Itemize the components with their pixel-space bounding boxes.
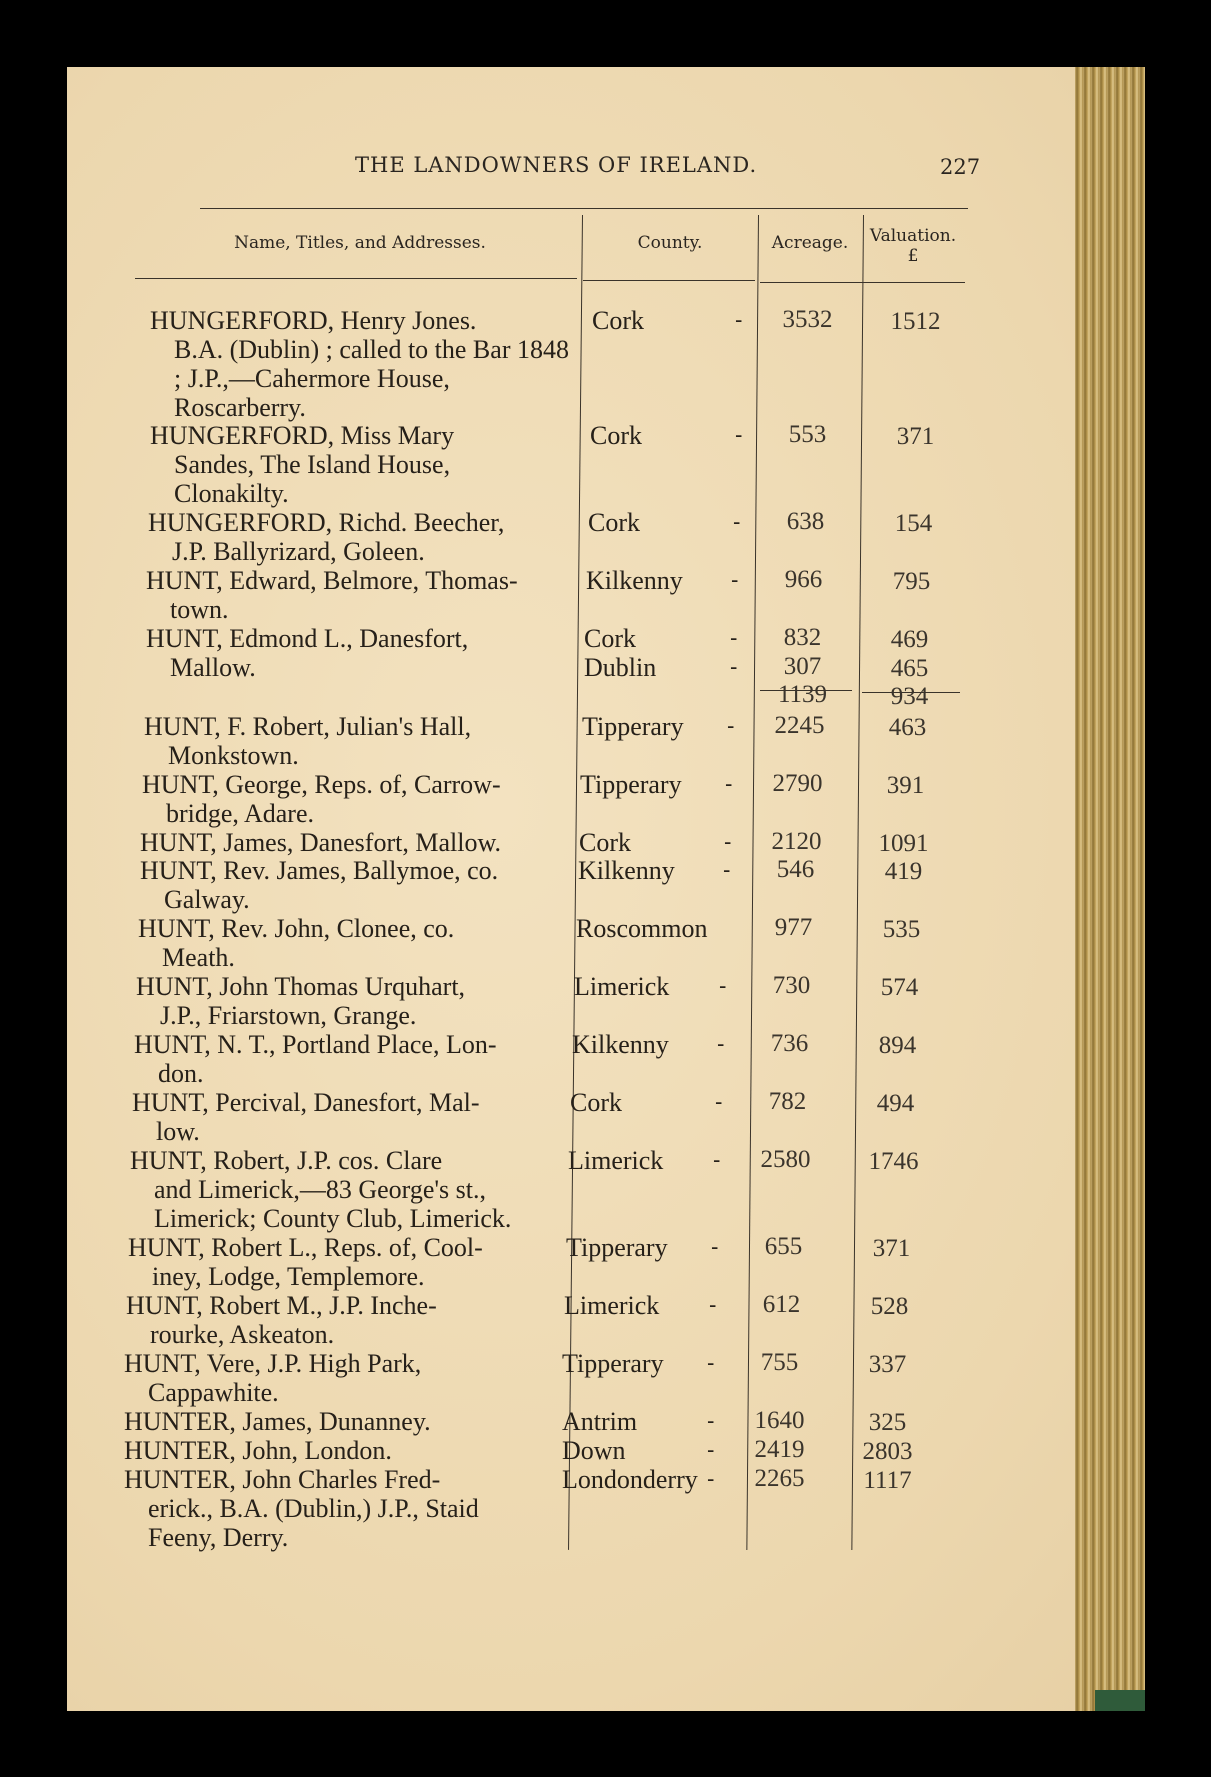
- leader-dash: -: [707, 1351, 715, 1376]
- valuation-value: 371: [896, 423, 935, 450]
- county-cell: Down: [562, 1436, 626, 1465]
- valuation-value: 1117: [863, 1467, 912, 1494]
- landowner-entry: [124, 1407, 544, 1436]
- acreage-value: 730: [772, 972, 811, 999]
- leader-dash: -: [707, 1409, 715, 1434]
- landowner-entry: [140, 828, 560, 857]
- valuation-value: 469: [890, 626, 929, 653]
- valuation-value: 795: [892, 568, 931, 595]
- county-cell: Cork: [579, 828, 631, 857]
- acreage-value: 782: [768, 1088, 807, 1115]
- acreage-value: 966: [784, 566, 823, 593]
- valuation-value: 419: [884, 858, 923, 885]
- valuation-value: 371: [872, 1235, 911, 1262]
- landowner-address: Mallow.: [170, 653, 256, 682]
- county-cell: Tipperary: [580, 770, 682, 799]
- landowner-address: and Limerick,—83 George's st., Limerick; County Club, Limerick.: [154, 1175, 512, 1233]
- acreage-value: 307: [783, 653, 822, 680]
- landowner-entry: [126, 1291, 546, 1349]
- landowner-address: bridge, Adare.: [166, 799, 315, 828]
- landowner-entry: [138, 914, 558, 972]
- leader-dash: -: [730, 626, 738, 651]
- landowner-address: erick., B.A. (Dublin,) J.P., Staid Feeny, Derry.: [148, 1494, 479, 1552]
- landowner-entry: [124, 1465, 544, 1552]
- valuation-value: 574: [880, 974, 919, 1001]
- landowner-name: HUNT, Rev. James, Ballymoe, co.: [140, 856, 499, 885]
- leader-dash: -: [713, 1148, 721, 1173]
- landowner-entry: [132, 1088, 552, 1146]
- leader-dash: -: [715, 1090, 723, 1115]
- acreage-value: 638: [786, 508, 825, 535]
- leader-dash: -: [723, 858, 731, 883]
- acreage-value: 553: [788, 421, 827, 448]
- leader-dash: -: [730, 655, 738, 680]
- landowner-entry: [144, 712, 564, 770]
- county-cell: Kilkenny: [578, 856, 675, 885]
- landowner-address: J.P., Friarstown, Grange.: [160, 1001, 417, 1030]
- acreage-value: 546: [776, 856, 815, 883]
- county-cell: Kilkenny: [572, 1030, 669, 1059]
- column-header-valuation: Valuation.: [869, 226, 957, 246]
- county-cell: Tipperary: [566, 1233, 668, 1262]
- valuation-value: 154: [894, 510, 933, 537]
- landowner-name: HUNGERFORD, Henry Jones.: [150, 306, 477, 335]
- county-cell: Cork: [592, 306, 644, 335]
- landowner-name: HUNT, James, Danesfort, Mallow.: [140, 828, 502, 857]
- landowner-name: HUNGERFORD, Miss Mary: [150, 421, 455, 450]
- leader-dash: -: [709, 1293, 717, 1318]
- column-header-acreage: Acreage.: [771, 233, 849, 253]
- valuation-value: 1091: [878, 830, 929, 857]
- landowner-name: HUNT, Robert, J.P. cos. Clare: [130, 1146, 443, 1175]
- acreage-value: 612: [762, 1291, 801, 1318]
- landowner-entry: [124, 1436, 544, 1465]
- valuation-value: 528: [870, 1293, 909, 1320]
- acreage-total: 1139: [777, 681, 828, 708]
- county-cell: Dublin: [584, 653, 657, 682]
- county-cell: Limerick: [574, 972, 670, 1001]
- acreage-value: 832: [783, 624, 822, 651]
- landowner-name: HUNT, F. Robert, Julian's Hall,: [144, 712, 472, 741]
- valuation-value: 894: [878, 1032, 917, 1059]
- landowner-address: Monkstown.: [168, 741, 299, 770]
- landowner-entry: [150, 306, 570, 422]
- acreage-value: 1640: [754, 1407, 805, 1434]
- acreage-value: 2120: [771, 828, 822, 855]
- page-edges: [1075, 67, 1145, 1711]
- acreage-value: 2265: [754, 1465, 805, 1492]
- acreage-value: 2245: [774, 712, 825, 739]
- acreage-value: 2419: [754, 1436, 805, 1463]
- valuation-value: 463: [888, 714, 927, 741]
- acreage-value: 2580: [760, 1146, 811, 1173]
- valuation-value: 325: [868, 1409, 907, 1436]
- leader-dash: -: [724, 830, 732, 855]
- landowner-entry: [134, 1030, 554, 1088]
- landowner-name: HUNT, Percival, Danesfort, Mal-: [132, 1088, 480, 1117]
- valuation-value: 2803: [862, 1438, 913, 1465]
- county-cell: Cork: [588, 508, 640, 537]
- landowner-address: Cappawhite.: [148, 1378, 279, 1407]
- county-cell: Cork: [584, 624, 636, 653]
- leader-dash: -: [735, 423, 743, 448]
- header-rule-top: [200, 208, 968, 209]
- landowner-entry: [148, 508, 568, 566]
- county-cell: Cork: [570, 1088, 622, 1117]
- landowner-name: HUNT, Rev. John, Clonee, co.: [138, 914, 455, 943]
- landowner-name: HUNTER, John Charles Fred-: [124, 1465, 441, 1494]
- landowner-address: low.: [156, 1117, 200, 1146]
- column-header-name: Name, Titles, and Addresses.: [234, 233, 486, 253]
- column-header-county: County.: [637, 233, 703, 253]
- valuation-value: 535: [882, 916, 921, 943]
- valuation-value: 391: [886, 772, 925, 799]
- landowner-address: town.: [170, 595, 229, 624]
- valuation-total: 934: [890, 683, 929, 710]
- county-cell: Tipperary: [582, 712, 684, 741]
- leader-dash: -: [727, 714, 735, 739]
- county-cell: Tipperary: [562, 1349, 664, 1378]
- leader-dash: -: [719, 974, 727, 999]
- landowner-address: Sandes, The Island House, Clonakilty.: [174, 450, 451, 508]
- acreage-value: 977: [774, 914, 813, 941]
- acreage-value: 736: [770, 1030, 809, 1057]
- landowner-name: HUNTER, James, Dunanney.: [124, 1407, 431, 1436]
- valuation-value: 337: [868, 1351, 907, 1378]
- landowner-address: don.: [158, 1059, 204, 1088]
- header-rule-name: [135, 278, 577, 279]
- landowner-name: HUNTER, John, London.: [124, 1436, 392, 1465]
- leader-dash: -: [717, 1032, 725, 1057]
- landowner-entry: [128, 1233, 548, 1291]
- leader-dash: -: [733, 510, 741, 535]
- county-cell: Londonderry: [562, 1465, 698, 1494]
- landowner-name: HUNT, John Thomas Urquhart,: [136, 972, 466, 1001]
- landowner-address: Galway.: [164, 885, 250, 914]
- landowner-entry: [142, 770, 562, 828]
- landowner-name: HUNT, N. T., Portland Place, Lon-: [134, 1030, 497, 1059]
- running-title: THE LANDOWNERS OF IRELAND.: [355, 153, 758, 177]
- landowner-address: J.P. Ballyrizard, Goleen.: [172, 537, 425, 566]
- valuation-value: 465: [890, 655, 929, 682]
- landowner-name: HUNT, Edward, Belmore, Thomas-: [146, 566, 518, 595]
- page-number: 227: [940, 155, 981, 179]
- acreage-value: 755: [760, 1349, 799, 1376]
- county-cell: Cork: [590, 421, 642, 450]
- landowner-name: HUNT, George, Reps. of, Carrow-: [142, 770, 501, 799]
- acreage-value: 655: [764, 1233, 803, 1260]
- leader-dash: -: [711, 1235, 719, 1260]
- acreage-value: 2790: [772, 770, 823, 797]
- acreage-value: 3532: [782, 306, 833, 333]
- landowner-entry: [136, 972, 556, 1030]
- landowner-name: HUNT, Robert M., J.P. Inche-: [126, 1291, 437, 1320]
- valuation-value: 1512: [890, 308, 941, 335]
- landowner-entry: [130, 1146, 550, 1233]
- leader-dash: -: [725, 772, 733, 797]
- header-rule-county: [583, 280, 755, 281]
- landowner-address: rourke, Askeaton.: [150, 1320, 335, 1349]
- county-cell: Antrim: [562, 1407, 638, 1436]
- landowner-name: HUNT, Vere, J.P. High Park,: [124, 1349, 422, 1378]
- county-cell: Kilkenny: [586, 566, 683, 595]
- leader-dash: -: [735, 308, 743, 333]
- county-cell: Roscommon: [576, 914, 708, 943]
- landowner-name: HUNT, Edmond L., Danesfort,: [146, 624, 469, 653]
- column-header-valuation-unit: £: [907, 246, 919, 266]
- landowner-entry: [140, 856, 560, 914]
- landowner-entry: [146, 566, 566, 624]
- leader-dash: -: [731, 568, 739, 593]
- landowner-address: iney, Lodge, Templemore.: [152, 1262, 425, 1291]
- valuation-value: 494: [876, 1090, 915, 1117]
- landowner-entry: [150, 421, 570, 508]
- landowner-entry: [124, 1349, 544, 1407]
- leader-dash: -: [707, 1438, 715, 1463]
- landowner-address: B.A. (Dublin) ; called to the Bar 1848 ; J.P.,—Cahermore House, Roscarberry.: [174, 335, 569, 422]
- county-cell: Limerick: [564, 1291, 660, 1320]
- county-cell: Limerick: [568, 1146, 664, 1175]
- landowner-name: HUNT, Robert L., Reps. of, Cool-: [128, 1233, 483, 1262]
- landowner-address: Meath.: [162, 943, 235, 972]
- leader-dash: -: [707, 1467, 715, 1492]
- valuation-value: 1746: [868, 1148, 919, 1175]
- cover-edge: [1095, 1690, 1145, 1711]
- landowner-entry: [146, 624, 566, 682]
- landowner-name: HUNGERFORD, Richd. Beecher,: [148, 508, 505, 537]
